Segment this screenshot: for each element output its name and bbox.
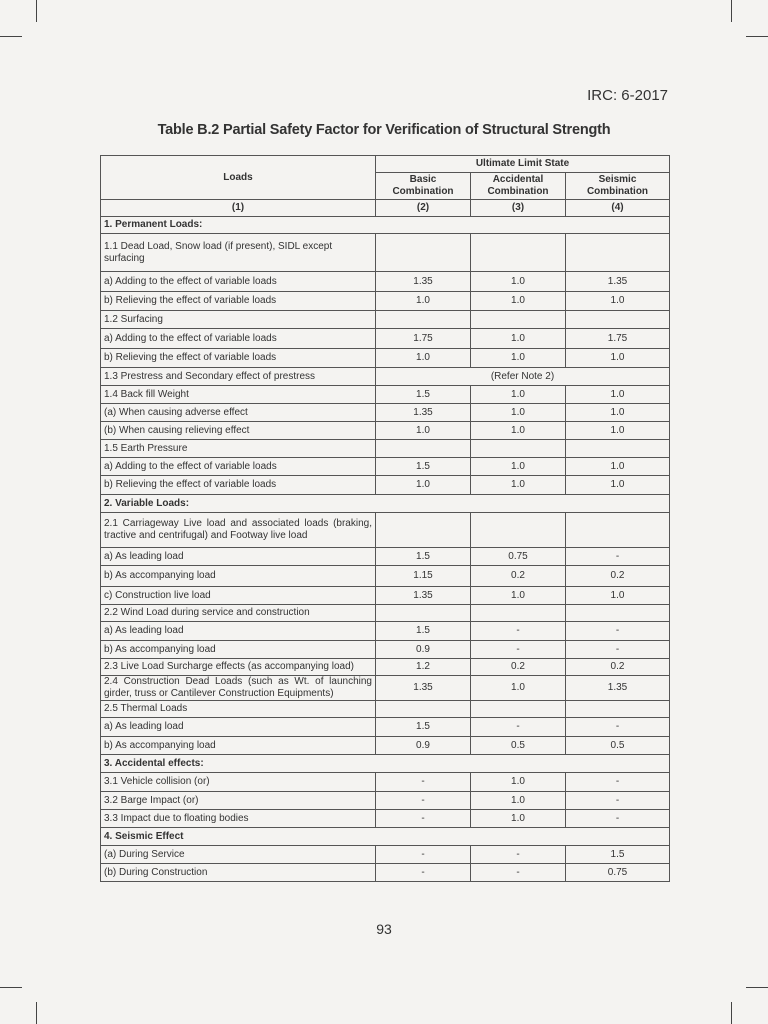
accidental-value: 0.2 [471, 659, 566, 676]
accidental-value [471, 605, 566, 622]
basic-value: 1.35 [376, 272, 471, 292]
accidental-value: 1.0 [471, 292, 566, 311]
basic-value [376, 605, 471, 622]
seismic-value [566, 440, 670, 458]
load-label: c) Construction live load [101, 587, 376, 605]
accidental-value: 1.0 [471, 329, 566, 349]
load-label: b) As accompanying load [101, 737, 376, 755]
seismic-value: 1.0 [566, 292, 670, 311]
table-row [101, 864, 670, 882]
load-label: b) Relieving the effect of variable loads [101, 292, 376, 311]
load-label: b) Relieving the effect of variable loads [101, 349, 376, 368]
basic-value: 1.15 [376, 566, 471, 587]
basic-value: 0.9 [376, 641, 471, 659]
accidental-value: 1.0 [471, 272, 566, 292]
accidental-value: 1.0 [471, 587, 566, 605]
load-label: (a) When causing adverse effect [101, 404, 376, 422]
basic-value: 1.0 [376, 422, 471, 440]
load-label: b) As accompanying load [101, 566, 376, 587]
table-row [101, 329, 670, 349]
crop-mark [36, 0, 37, 22]
table-row [101, 404, 670, 422]
crop-mark [0, 36, 22, 37]
accidental-value [471, 440, 566, 458]
basic-value: - [376, 773, 471, 792]
basic-value: - [376, 810, 471, 828]
seismic-value: - [566, 773, 670, 792]
table-row [101, 773, 670, 792]
table-row [101, 737, 670, 755]
load-label: 2.5 Thermal Loads [101, 701, 376, 718]
table-title: Table B.2 Partial Safety Factor for Verification of Structural Strength [157, 122, 611, 138]
load-label: 3.3 Impact due to floating bodies [101, 810, 376, 828]
section-row [101, 755, 670, 773]
basic-value: 1.0 [376, 349, 471, 368]
load-label: b) As accompanying load [101, 641, 376, 659]
section-row [101, 217, 670, 234]
load-label: a) As leading load [101, 548, 376, 566]
basic-value: - [376, 792, 471, 810]
basic-value: 1.5 [376, 386, 471, 404]
safety-factor-table [100, 155, 670, 882]
basic-value: - [376, 864, 471, 882]
header-accidental-combination: Accidental Combination [471, 173, 566, 200]
accidental-value: 1.0 [471, 773, 566, 792]
table-row [101, 659, 670, 676]
table-row [101, 718, 670, 737]
accidental-value: 0.75 [471, 548, 566, 566]
load-label: 3.2 Barge Impact (or) [101, 792, 376, 810]
seismic-value: 1.5 [566, 846, 670, 864]
load-label: (a) During Service [101, 846, 376, 864]
load-label: a) Adding to the effect of variable loads [101, 272, 376, 292]
accidental-value: 1.0 [471, 404, 566, 422]
table-row [101, 422, 670, 440]
crop-mark [746, 987, 768, 988]
accidental-value [471, 701, 566, 718]
basic-value: - [376, 846, 471, 864]
load-label: (b) When causing relieving effect [101, 422, 376, 440]
table-row [101, 368, 670, 386]
seismic-value: 1.35 [566, 272, 670, 292]
accidental-value: 1.0 [471, 458, 566, 476]
accidental-value: 1.0 [471, 676, 566, 701]
seismic-value: 0.5 [566, 737, 670, 755]
crop-mark [36, 1002, 37, 1024]
table-row [101, 622, 670, 641]
accidental-value: - [471, 641, 566, 659]
load-label: 1.5 Earth Pressure [101, 440, 376, 458]
table-row [101, 846, 670, 864]
seismic-value: 0.2 [566, 659, 670, 676]
load-label: 1.2 Surfacing [101, 311, 376, 329]
load-label: 3.1 Vehicle collision (or) [101, 773, 376, 792]
table-row [101, 701, 670, 718]
merged-note: (Refer Note 2) [376, 368, 670, 386]
table-row [101, 349, 670, 368]
accidental-value: 0.5 [471, 737, 566, 755]
seismic-value [566, 311, 670, 329]
basic-value: 1.5 [376, 622, 471, 641]
seismic-value: 1.0 [566, 349, 670, 368]
seismic-value: - [566, 641, 670, 659]
crop-mark [0, 987, 22, 988]
load-label: a) As leading load [101, 622, 376, 641]
table-row [101, 476, 670, 495]
load-label: 2.4 Construction Dead Loads (such as Wt. of launching girder, truss or Cantilever Construction Equipments) [101, 676, 376, 701]
load-label: a) As leading load [101, 718, 376, 737]
table-row [101, 792, 670, 810]
load-label: 1.1 Dead Load, Snow load (if present), SIDL except surfacing [101, 234, 376, 272]
basic-value: 1.0 [376, 292, 471, 311]
header-basic-combination: Basic Combination [376, 173, 471, 200]
basic-value: 1.5 [376, 458, 471, 476]
seismic-value: 1.0 [566, 404, 670, 422]
load-label: (b) During Construction [101, 864, 376, 882]
load-label: 1.4 Back fill Weight [101, 386, 376, 404]
column-number: (1) [101, 200, 376, 217]
basic-value: 1.2 [376, 659, 471, 676]
accidental-value [471, 513, 566, 548]
basic-value [376, 311, 471, 329]
load-label: b) Relieving the effect of variable loads [101, 476, 376, 495]
accidental-value: 1.0 [471, 792, 566, 810]
table-body [101, 217, 670, 882]
basic-value: 1.75 [376, 329, 471, 349]
table-row [101, 566, 670, 587]
table-row [101, 440, 670, 458]
accidental-value [471, 311, 566, 329]
seismic-value: - [566, 792, 670, 810]
seismic-value: 0.75 [566, 864, 670, 882]
header-seismic-combination: Seismic Combination [566, 173, 670, 200]
table-row [101, 605, 670, 622]
crop-mark [746, 36, 768, 37]
crop-mark [731, 1002, 732, 1024]
accidental-value: 1.0 [471, 810, 566, 828]
seismic-value: - [566, 548, 670, 566]
table-row [101, 458, 670, 476]
section-heading: 2. Variable Loads: [101, 495, 670, 513]
document-reference: IRC: 6-2017 [587, 87, 668, 104]
basic-value: 1.35 [376, 404, 471, 422]
table-row [101, 386, 670, 404]
seismic-value: - [566, 718, 670, 737]
column-number: (2) [376, 200, 471, 217]
header-ultimate-limit-state: Ultimate Limit State [376, 156, 670, 173]
load-label: 1.3 Prestress and Secondary effect of prestress [101, 368, 376, 386]
basic-value: 1.5 [376, 718, 471, 737]
seismic-value [566, 605, 670, 622]
basic-value: 1.5 [376, 548, 471, 566]
section-heading: 1. Permanent Loads: [101, 217, 670, 234]
basic-value: 1.0 [376, 476, 471, 495]
section-row [101, 828, 670, 846]
load-label: 2.1 Carriageway Live load and associated loads (braking, tractive and centrifugal) and Footway live load [101, 513, 376, 548]
table-row [101, 810, 670, 828]
load-label: a) Adding to the effect of variable loads [101, 329, 376, 349]
header-loads: Loads [101, 156, 376, 200]
column-number: (4) [566, 200, 670, 217]
table-row [101, 311, 670, 329]
seismic-value [566, 701, 670, 718]
basic-value [376, 234, 471, 272]
accidental-value [471, 234, 566, 272]
basic-value: 1.35 [376, 676, 471, 701]
basic-value: 1.35 [376, 587, 471, 605]
accidental-value: - [471, 846, 566, 864]
load-label: a) Adding to the effect of variable loads [101, 458, 376, 476]
accidental-value: 0.2 [471, 566, 566, 587]
table-row [101, 548, 670, 566]
table-row [101, 641, 670, 659]
seismic-value: 1.0 [566, 386, 670, 404]
accidental-value: 1.0 [471, 422, 566, 440]
basic-value: 0.9 [376, 737, 471, 755]
accidental-value: - [471, 864, 566, 882]
page-number: 93 [376, 921, 392, 937]
basic-value [376, 513, 471, 548]
seismic-value: 1.75 [566, 329, 670, 349]
section-row [101, 495, 670, 513]
seismic-value [566, 234, 670, 272]
table-row [101, 513, 670, 548]
seismic-value: 1.0 [566, 476, 670, 495]
column-number: (3) [471, 200, 566, 217]
seismic-value: 1.35 [566, 676, 670, 701]
load-label: 2.3 Live Load Surcharge effects (as accompanying load) [101, 659, 376, 676]
seismic-value: 1.0 [566, 587, 670, 605]
seismic-value: 1.0 [566, 422, 670, 440]
crop-mark [731, 0, 732, 22]
table-row [101, 676, 670, 701]
table-row [101, 292, 670, 311]
seismic-value [566, 513, 670, 548]
accidental-value: 1.0 [471, 476, 566, 495]
accidental-value: - [471, 718, 566, 737]
basic-value [376, 701, 471, 718]
seismic-value: 0.2 [566, 566, 670, 587]
seismic-value: - [566, 622, 670, 641]
seismic-value: - [566, 810, 670, 828]
section-heading: 4. Seismic Effect [101, 828, 670, 846]
table-row [101, 272, 670, 292]
seismic-value: 1.0 [566, 458, 670, 476]
basic-value [376, 440, 471, 458]
accidental-value: 1.0 [471, 386, 566, 404]
table-row [101, 587, 670, 605]
section-heading: 3. Accidental effects: [101, 755, 670, 773]
accidental-value: - [471, 622, 566, 641]
accidental-value: 1.0 [471, 349, 566, 368]
load-label: 2.2 Wind Load during service and construction [101, 605, 376, 622]
table-row [101, 234, 670, 272]
